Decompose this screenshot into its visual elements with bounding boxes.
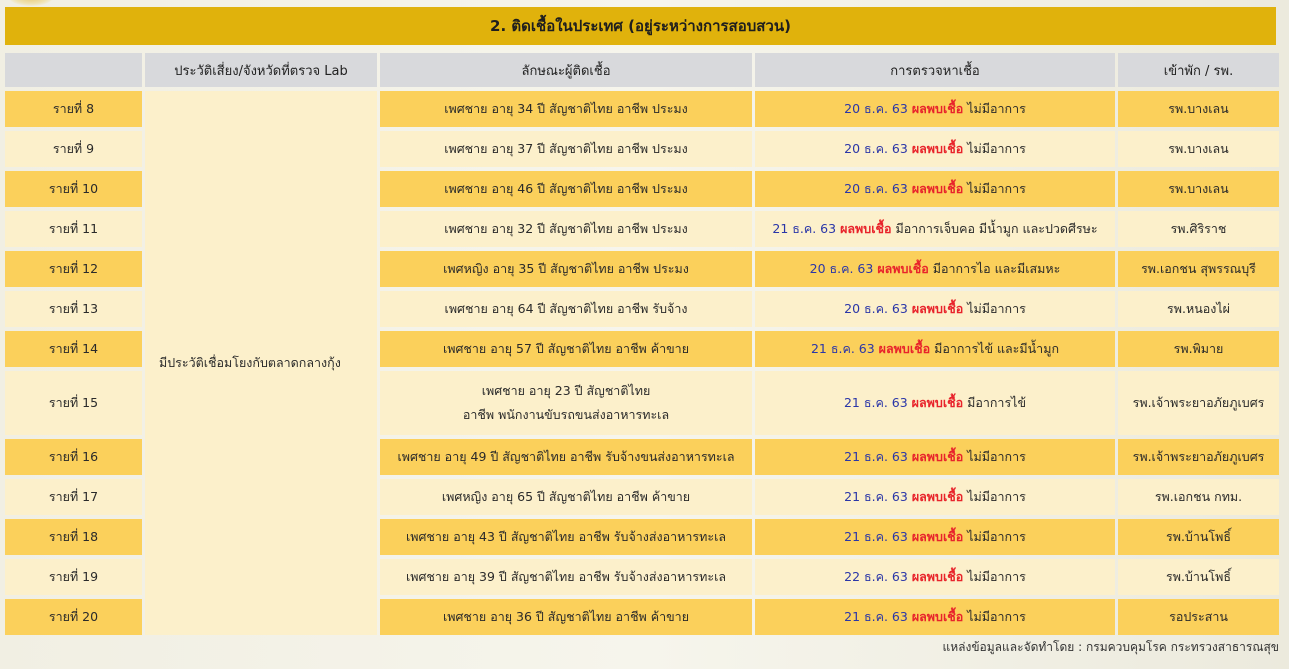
test-result bbox=[755, 91, 1115, 127]
symptom-text: ไม่มีอาการ bbox=[967, 489, 1026, 504]
test-result bbox=[755, 211, 1115, 247]
test-result bbox=[755, 291, 1115, 327]
test-date: 20 ธ.ค. 63 bbox=[844, 141, 908, 156]
test-date: 22 ธ.ค. 63 bbox=[844, 569, 908, 584]
hospital: รอประสาน bbox=[1118, 599, 1279, 635]
source-footer: แหล่งข้อมูลและจัดทำโดย : กรมควบคุมโรค กระทรวงสาธารณสุข bbox=[942, 640, 1279, 654]
patient-profile: เพศชาย อายุ 37 ปี สัญชาติไทย อาชีพ ประมง bbox=[380, 131, 752, 167]
patient-profile: เพศชาย อายุ 57 ปี สัญชาติไทย อาชีพ ค้าขาย bbox=[380, 331, 752, 367]
positive-label: ผลพบเชื้อ bbox=[877, 261, 929, 276]
test-result bbox=[755, 439, 1115, 475]
header-case bbox=[5, 53, 142, 87]
patient-profile: เพศชาย อายุ 34 ปี สัญชาติไทย อาชีพ ประมง bbox=[380, 91, 752, 127]
hospital: รพ.บางเลน bbox=[1118, 171, 1279, 207]
test-result bbox=[755, 479, 1115, 515]
test-result bbox=[755, 599, 1115, 635]
case-number: รายที่ 14 bbox=[5, 331, 142, 367]
positive-label: ผลพบเชื้อ bbox=[911, 489, 964, 504]
table-row bbox=[5, 91, 1279, 127]
test-date: 21 ธ.ค. 63 bbox=[844, 489, 908, 504]
hospital: รพ.บางเลน bbox=[1118, 91, 1279, 127]
symptom-text: มีอาการไข้ bbox=[967, 395, 1026, 410]
symptom-text: ไม่มีอาการ bbox=[967, 301, 1026, 316]
hospital: รพ.เจ้าพระยาอภัยภูเบศร bbox=[1118, 371, 1279, 435]
positive-label: ผลพบเชื้อ bbox=[840, 221, 892, 236]
case-number: รายที่ 8 bbox=[5, 91, 142, 127]
test-result bbox=[755, 331, 1115, 367]
case-number: รายที่ 20 bbox=[5, 599, 142, 635]
hospital: รพ.หนองไผ่ bbox=[1118, 291, 1279, 327]
symptom-text: มีอาการเจ็บคอ มีน้ำมูก และปวดศีรษะ bbox=[895, 221, 1098, 236]
logo-fragment bbox=[8, 0, 54, 6]
positive-label: ผลพบเชื้อ bbox=[878, 341, 931, 356]
cases-table bbox=[2, 49, 1282, 639]
case-number: รายที่ 9 bbox=[5, 131, 142, 167]
positive-label: ผลพบเชื้อ bbox=[911, 569, 964, 584]
symptom-text: มีอาการไข้ และมีน้ำมูก bbox=[934, 341, 1060, 356]
case-number: รายที่ 10 bbox=[5, 171, 142, 207]
positive-label: ผลพบเชื้อ bbox=[911, 395, 964, 410]
symptom-text: ไม่มีอาการ bbox=[967, 449, 1026, 464]
hospital: รพ.ศิริราช bbox=[1118, 211, 1279, 247]
test-date: 21 ธ.ค. 63 bbox=[844, 529, 908, 544]
header-test: การตรวจหาเชื้อ bbox=[755, 53, 1115, 87]
header-hospital: เข้าพัก / รพ. bbox=[1118, 53, 1279, 87]
hospital: รพ.บ้านโพธิ์ bbox=[1118, 519, 1279, 555]
header-profile: ลักษณะผู้ติดเชื้อ bbox=[380, 53, 752, 87]
case-number: รายที่ 19 bbox=[5, 559, 142, 595]
case-number: รายที่ 12 bbox=[5, 251, 142, 287]
patient-profile: เพศชาย อายุ 64 ปี สัญชาติไทย อาชีพ รับจ้าง bbox=[380, 291, 752, 327]
symptom-text: ไม่มีอาการ bbox=[967, 101, 1026, 116]
symptom-text: ไม่มีอาการ bbox=[967, 609, 1026, 624]
positive-label: ผลพบเชื้อ bbox=[911, 141, 964, 156]
symptom-text: ไม่มีอาการ bbox=[967, 569, 1026, 584]
test-result bbox=[755, 519, 1115, 555]
symptom-text: ไม่มีอาการ bbox=[967, 181, 1026, 196]
hospital: รพ.พิมาย bbox=[1118, 331, 1279, 367]
case-number: รายที่ 15 bbox=[5, 371, 142, 435]
positive-label: ผลพบเชื้อ bbox=[911, 529, 964, 544]
patient-profile: เพศชาย อายุ 36 ปี สัญชาติไทย อาชีพ ค้าขาย bbox=[380, 599, 752, 635]
test-date: 21 ธ.ค. 63 bbox=[843, 395, 908, 410]
patient-profile: เพศหญิง อายุ 65 ปี สัญชาติไทย อาชีพ ค้าขาย bbox=[380, 479, 752, 515]
hospital: รพ.เอกชน กทม. bbox=[1118, 479, 1279, 515]
symptom-text: มีอาการไอ และมีเสมหะ bbox=[932, 261, 1061, 276]
positive-label: ผลพบเชื้อ bbox=[911, 301, 964, 316]
positive-label: ผลพบเชื้อ bbox=[911, 101, 964, 116]
test-date: 20 ธ.ค. 63 bbox=[809, 261, 874, 276]
test-result bbox=[755, 371, 1115, 435]
patient-profile: เพศชาย อายุ 32 ปี สัญชาติไทย อาชีพ ประมง bbox=[380, 211, 752, 247]
case-number: รายที่ 17 bbox=[5, 479, 142, 515]
case-number: รายที่ 18 bbox=[5, 519, 142, 555]
header-risk-history: ประวัติเสี่ยง/จังหวัดที่ตรวจ Lab bbox=[145, 53, 377, 87]
hospital: รพ.เอกชน สุพรรณบุรี bbox=[1118, 251, 1279, 287]
positive-label: ผลพบเชื้อ bbox=[911, 181, 964, 196]
case-number: รายที่ 13 bbox=[5, 291, 142, 327]
test-date: 21 ธ.ค. 63 bbox=[772, 221, 837, 236]
table-header-row bbox=[5, 53, 1279, 87]
symptom-text: ไม่มีอาการ bbox=[967, 141, 1026, 156]
positive-label: ผลพบเชื้อ bbox=[911, 449, 964, 464]
patient-profile: เพศชาย อายุ 49 ปี สัญชาติไทย อาชีพ รับจ้างขนส่งอาหารทะเล bbox=[380, 439, 752, 475]
test-result bbox=[755, 171, 1115, 207]
test-result bbox=[755, 131, 1115, 167]
patient-profile-line1: เพศชาย อายุ 23 ปี สัญชาติไทย bbox=[481, 383, 651, 398]
patient-profile: เพศชาย อายุ 39 ปี สัญชาติไทย อาชีพ รับจ้างส่งอาหารทะเล bbox=[380, 559, 752, 595]
hospital: รพ.บ้านโพธิ์ bbox=[1118, 559, 1279, 595]
hospital: รพ.บางเลน bbox=[1118, 131, 1279, 167]
hospital: รพ.เจ้าพระยาอภัยภูเบศร bbox=[1118, 439, 1279, 475]
table-title: 2. ติดเชื้อในประเทศ (อยู่ระหว่างการสอบสวน) bbox=[5, 7, 1276, 45]
test-date: 20 ธ.ค. 63 bbox=[844, 101, 908, 116]
patient-profile: เพศชาย อายุ 46 ปี สัญชาติไทย อาชีพ ประมง bbox=[380, 171, 752, 207]
test-result bbox=[755, 251, 1115, 287]
test-date: 20 ธ.ค. 63 bbox=[844, 181, 908, 196]
patient-profile: เพศหญิง อายุ 35 ปี สัญชาติไทย อาชีพ ประมง bbox=[380, 251, 752, 287]
risk-history-cell: มีประวัติเชื่อมโยงกับตลาดกลางกุ้ง bbox=[145, 91, 377, 635]
test-date: 21 ธ.ค. 63 bbox=[810, 341, 875, 356]
test-date: 21 ธ.ค. 63 bbox=[844, 609, 908, 624]
test-result bbox=[755, 559, 1115, 595]
patient-profile-line2: อาชีพ พนักงานขับรถขนส่งอาหารทะเล bbox=[462, 407, 670, 422]
test-date: 20 ธ.ค. 63 bbox=[844, 301, 908, 316]
case-number: รายที่ 11 bbox=[5, 211, 142, 247]
test-date: 21 ธ.ค. 63 bbox=[844, 449, 908, 464]
patient-profile bbox=[380, 371, 752, 435]
positive-label: ผลพบเชื้อ bbox=[911, 609, 964, 624]
case-number: รายที่ 16 bbox=[5, 439, 142, 475]
patient-profile: เพศชาย อายุ 43 ปี สัญชาติไทย อาชีพ รับจ้างส่งอาหารทะเล bbox=[380, 519, 752, 555]
symptom-text: ไม่มีอาการ bbox=[967, 529, 1026, 544]
